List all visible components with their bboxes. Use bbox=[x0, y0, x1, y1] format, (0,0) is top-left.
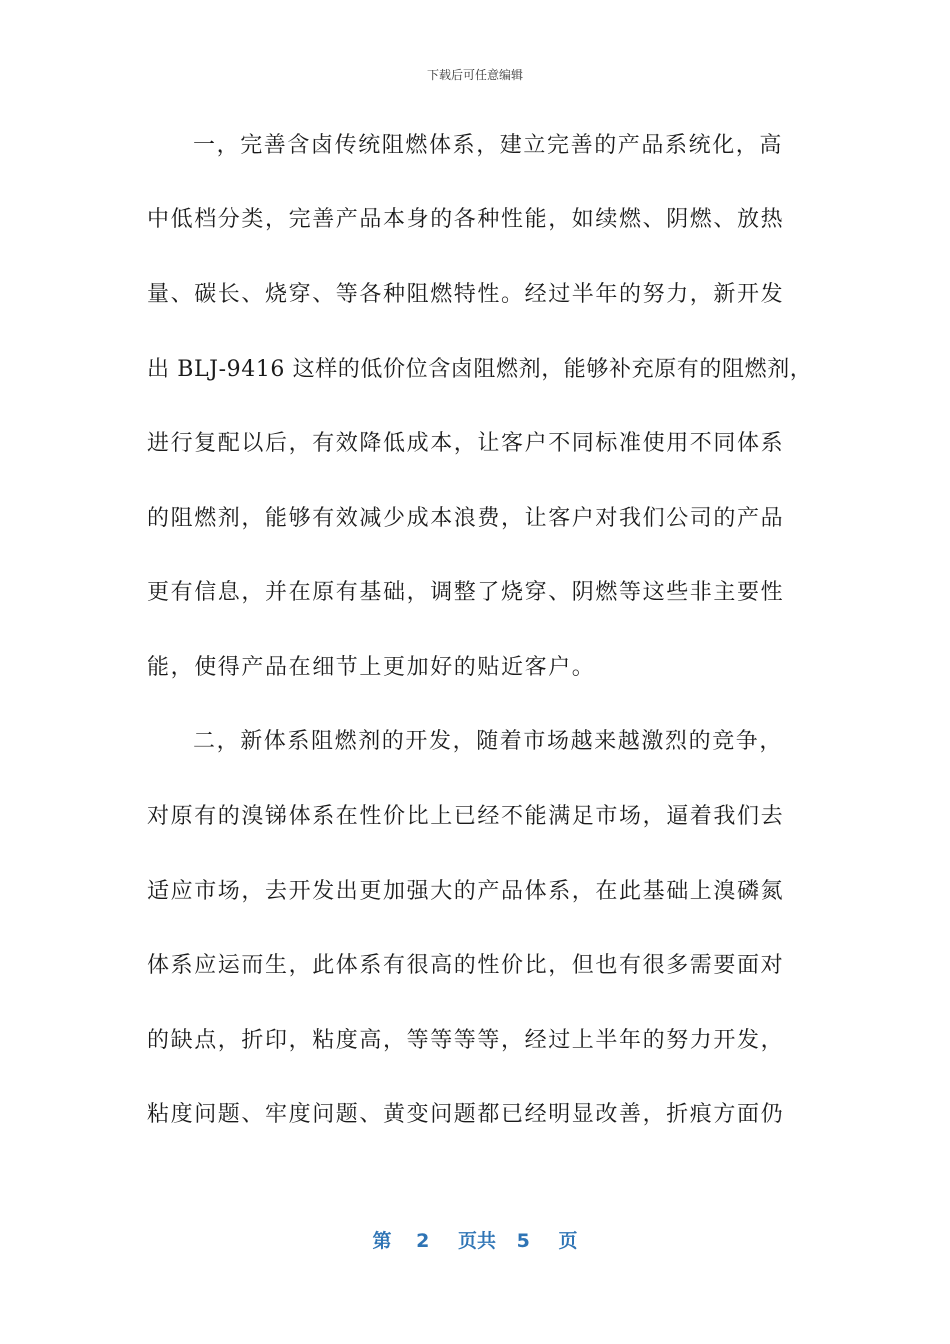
paragraph-2-line-3: 适应市场，去开发出更加强大的产品体系，在此基础上溴磷氮 bbox=[147, 879, 785, 904]
paragraph-1-line-8: 能，使得产品在细节上更加好的贴近客户。 bbox=[147, 655, 596, 680]
paragraph-1-line-1: 一，完善含卤传统阻燃体系，建立完善的产品系统化，高 bbox=[193, 133, 784, 158]
paragraph-1-line-7: 更有信息，并在原有基础，调整了烧穿、阴燃等这些非主要性 bbox=[147, 580, 785, 605]
paragraph-1-line-4: 出 BLJ-9416 这样的低价位含卤阻燃剂，能够补充原有的阻燃剂， bbox=[147, 357, 813, 382]
header-note: 下载后可任意编辑 bbox=[426, 68, 523, 82]
paragraph-1-line-3: 量、碳长、烧穿、等各种阻燃特性。经过半年的努力，新开发 bbox=[147, 282, 785, 307]
paragraph-1-line-6: 的阻燃剂，能够有效减少成本浪费，让客户对我们公司的产品 bbox=[147, 506, 785, 531]
paragraph-2-line-6: 粘度问题、牢度问题、黄变问题都已经明显改善，折痕方面仍 bbox=[147, 1102, 785, 1127]
paragraph-1-line-2: 中低档分类，完善产品本身的各种性能，如续燃、阴燃、放热 bbox=[147, 207, 785, 232]
paragraph-1-line-5: 进行复配以后，有效降低成本，让客户不同标准使用不同体系 bbox=[147, 431, 785, 456]
paragraph-2-line-4: 体系应运而生，此体系有很高的性价比，但也有很多需要面对 bbox=[147, 953, 785, 978]
paragraph-2-line-2: 对原有的溴锑体系在性价比上已经不能满足市场，逼着我们去 bbox=[147, 804, 785, 829]
footer-middle: 页共 bbox=[457, 1230, 496, 1252]
footer-total-pages: 5 bbox=[516, 1230, 530, 1252]
footer-page-number: 2 bbox=[416, 1230, 430, 1252]
footer-prefix: 第 bbox=[372, 1230, 392, 1252]
paragraph-2-line-1: 二，新体系阻燃剂的开发，随着市场越来越激烈的竞争， bbox=[193, 729, 784, 754]
paragraph-2-line-5: 的缺点，折印，粘度高，等等等等，经过上半年的努力开发， bbox=[147, 1028, 785, 1053]
page-footer bbox=[0, 1226, 950, 1253]
footer-suffix: 页 bbox=[558, 1230, 578, 1252]
